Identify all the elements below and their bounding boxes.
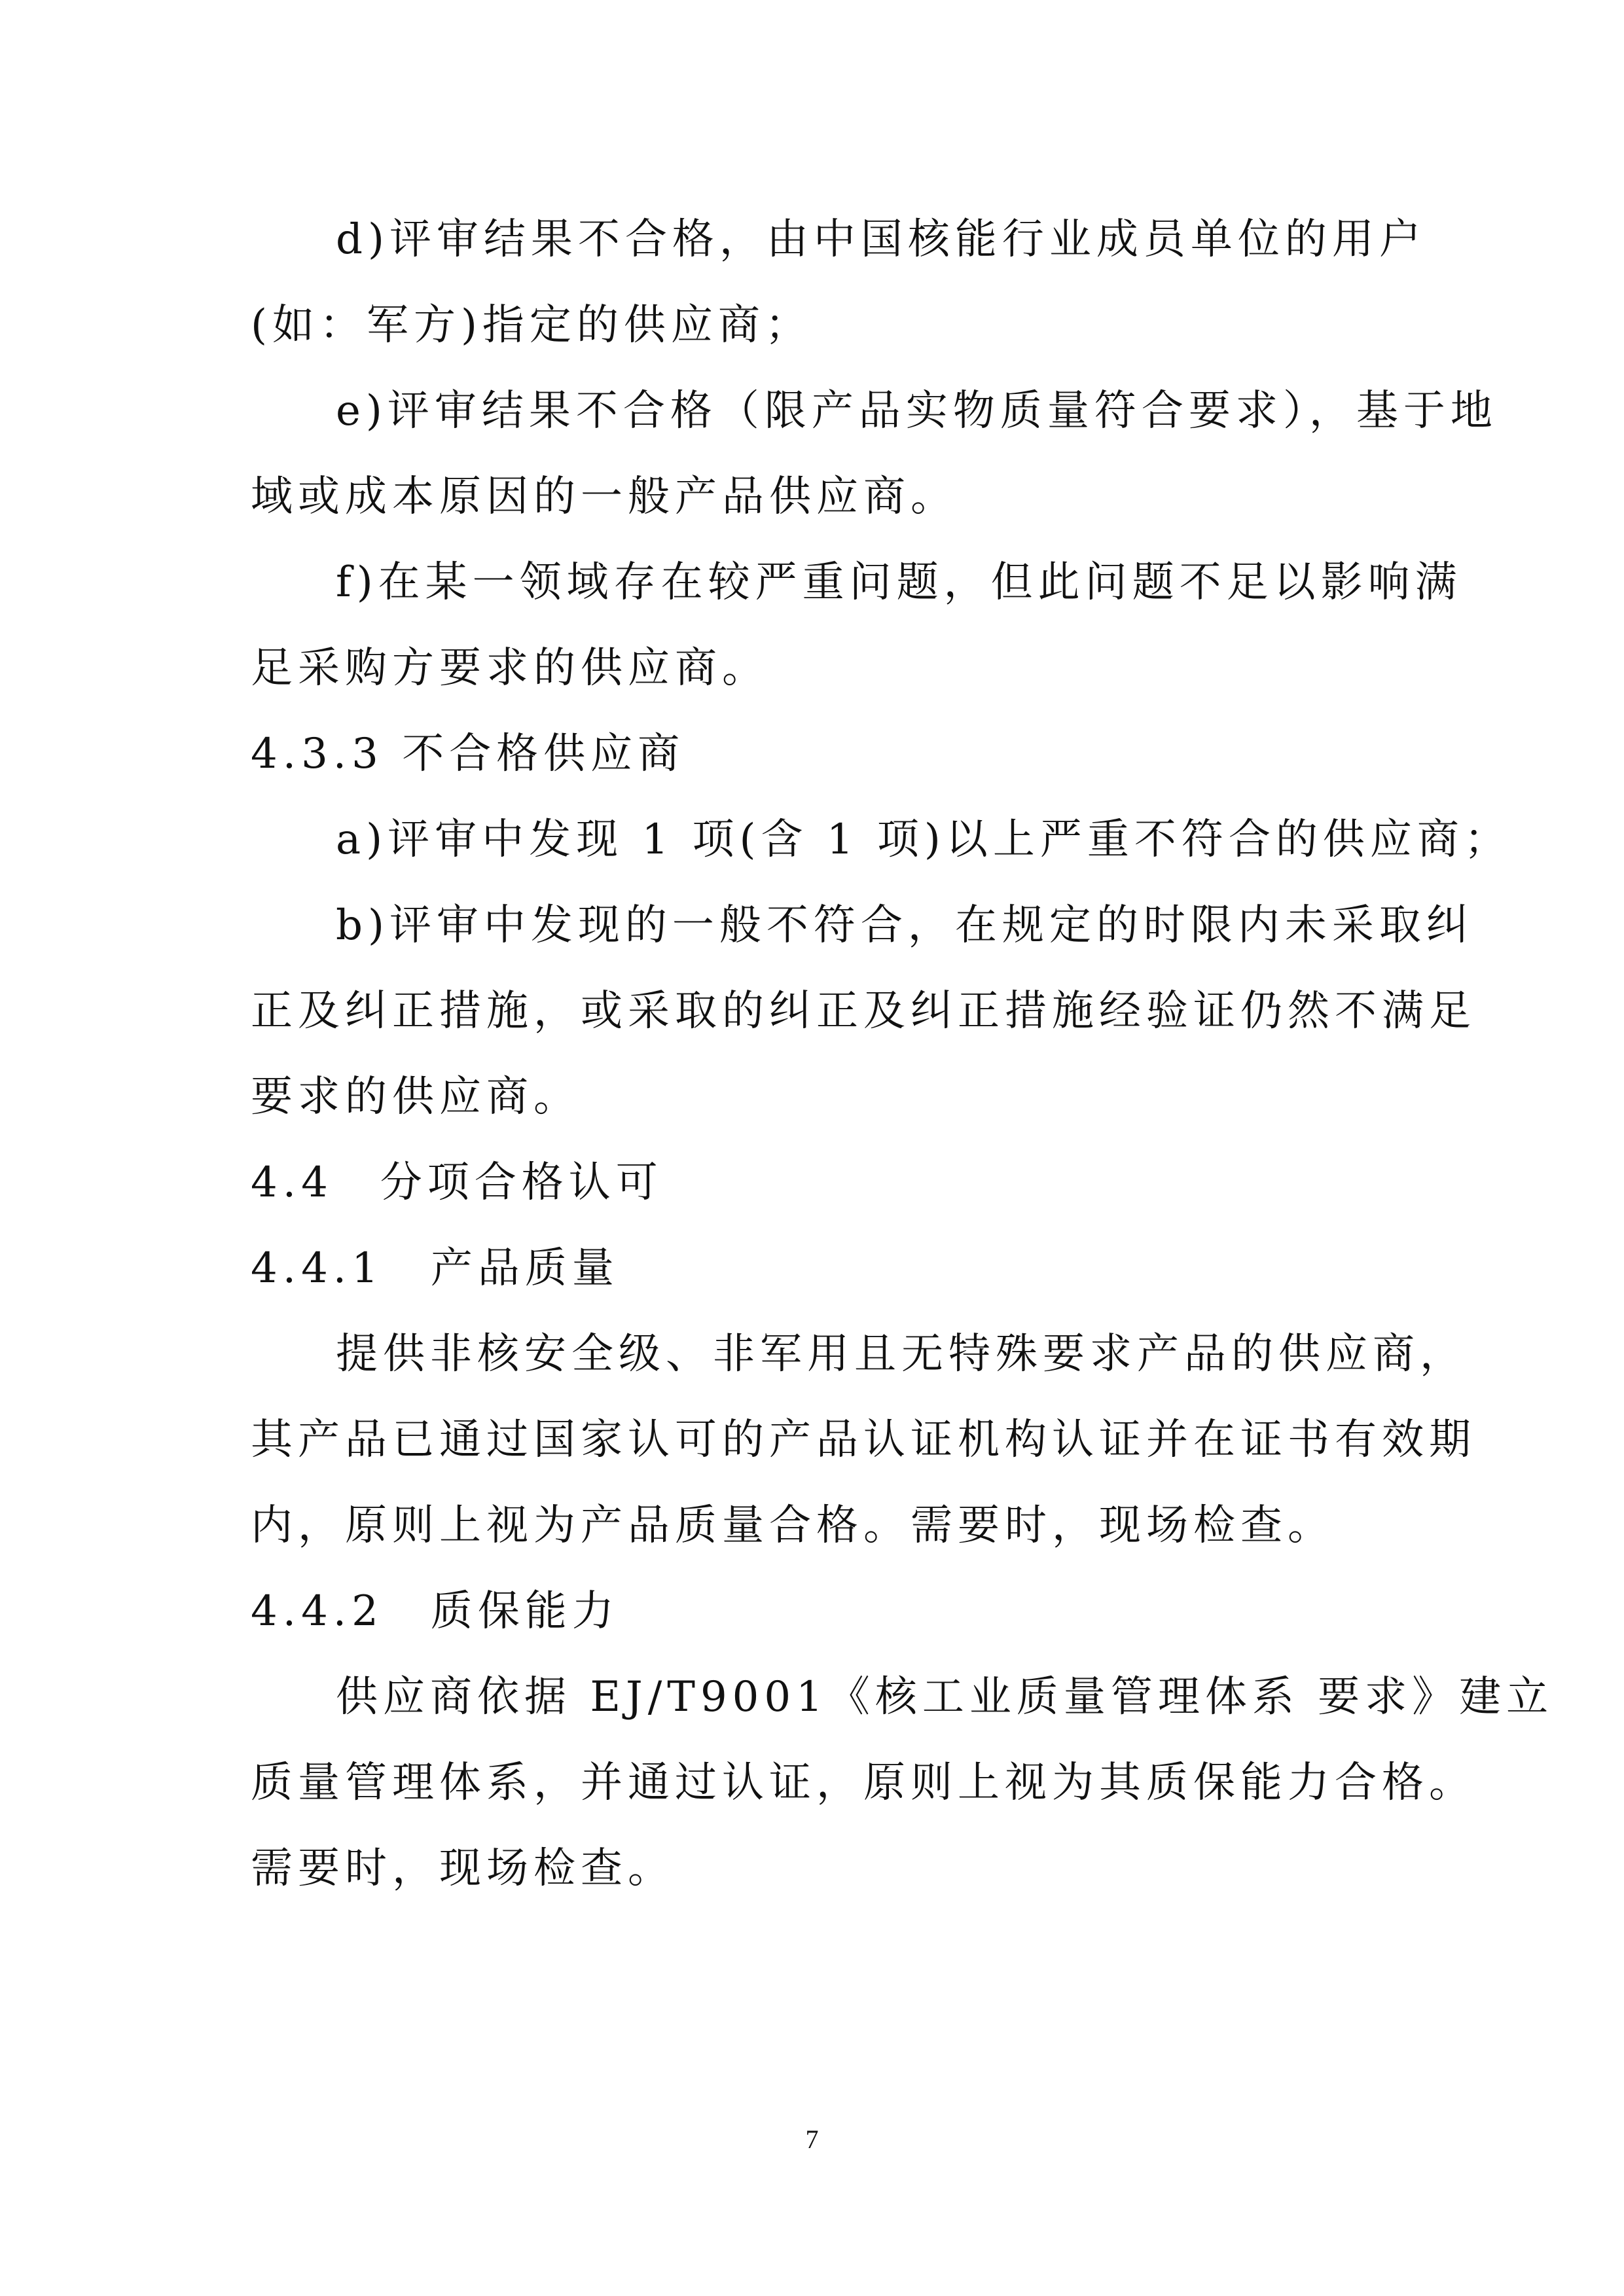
heading-4-4-2: 4.4.2 质保能力 xyxy=(251,1587,619,1636)
paragraph-qa-capability-line-1: 供应商依据 EJ/T9001《核工业质量管理体系 要求》建立 xyxy=(336,1673,1554,1721)
item-f-line-2: 足采购方要求的供应商。 xyxy=(251,644,769,692)
item-f-line-1: f)在某一领域存在较严重问题，但此问题不足以影响满 xyxy=(336,558,1462,607)
item-b-line-3: 要求的供应商。 xyxy=(251,1073,581,1121)
paragraph-product-quality-line-3: 内，原则上视为产品质量合格。需要时，现场检查。 xyxy=(251,1501,1335,1550)
paragraph-product-quality-line-1: 提供非核安全级、非军用且无特殊要求产品的供应商， xyxy=(336,1330,1467,1378)
item-b-line-2: 正及纠正措施，或采取的纠正及纠正措施经验证仍然不满足 xyxy=(251,987,1476,1035)
item-b-line-1: b)评审中发现的一般不符合，在规定的时限内未采取纠 xyxy=(336,901,1473,950)
item-d-line-1: d)评审结果不合格，由中国核能行业成员单位的用户 xyxy=(336,215,1426,264)
item-a-line-1: a)评审中发现 1 项(含 1 项)以上严重不符合的供应商； xyxy=(336,816,1511,864)
heading-4-4: 4.4 分项合格认可 xyxy=(251,1158,663,1207)
item-d-line-2: (如：军方)指定的供应商； xyxy=(251,301,812,350)
heading-4-3-3: 4.3.3 不合格供应商 xyxy=(251,730,685,778)
paragraph-product-quality-line-2: 其产品已通过国家认可的产品认证机构认证并在证书有效期 xyxy=(251,1416,1476,1464)
item-e-line-2: 域或成本原因的一般产品供应商。 xyxy=(251,473,958,521)
paragraph-qa-capability-line-3: 需要时，现场检查。 xyxy=(251,1844,675,1893)
item-e-line-1: e)评审结果不合格（限产品实物质量符合要求），基于地 xyxy=(336,387,1498,435)
heading-4-4-1: 4.4.1 产品质量 xyxy=(251,1244,619,1293)
page-number: 7 xyxy=(805,2125,819,2154)
paragraph-qa-capability-line-2: 质量管理体系，并通过认证，原则上视为其质保能力合格。 xyxy=(251,1759,1476,1807)
